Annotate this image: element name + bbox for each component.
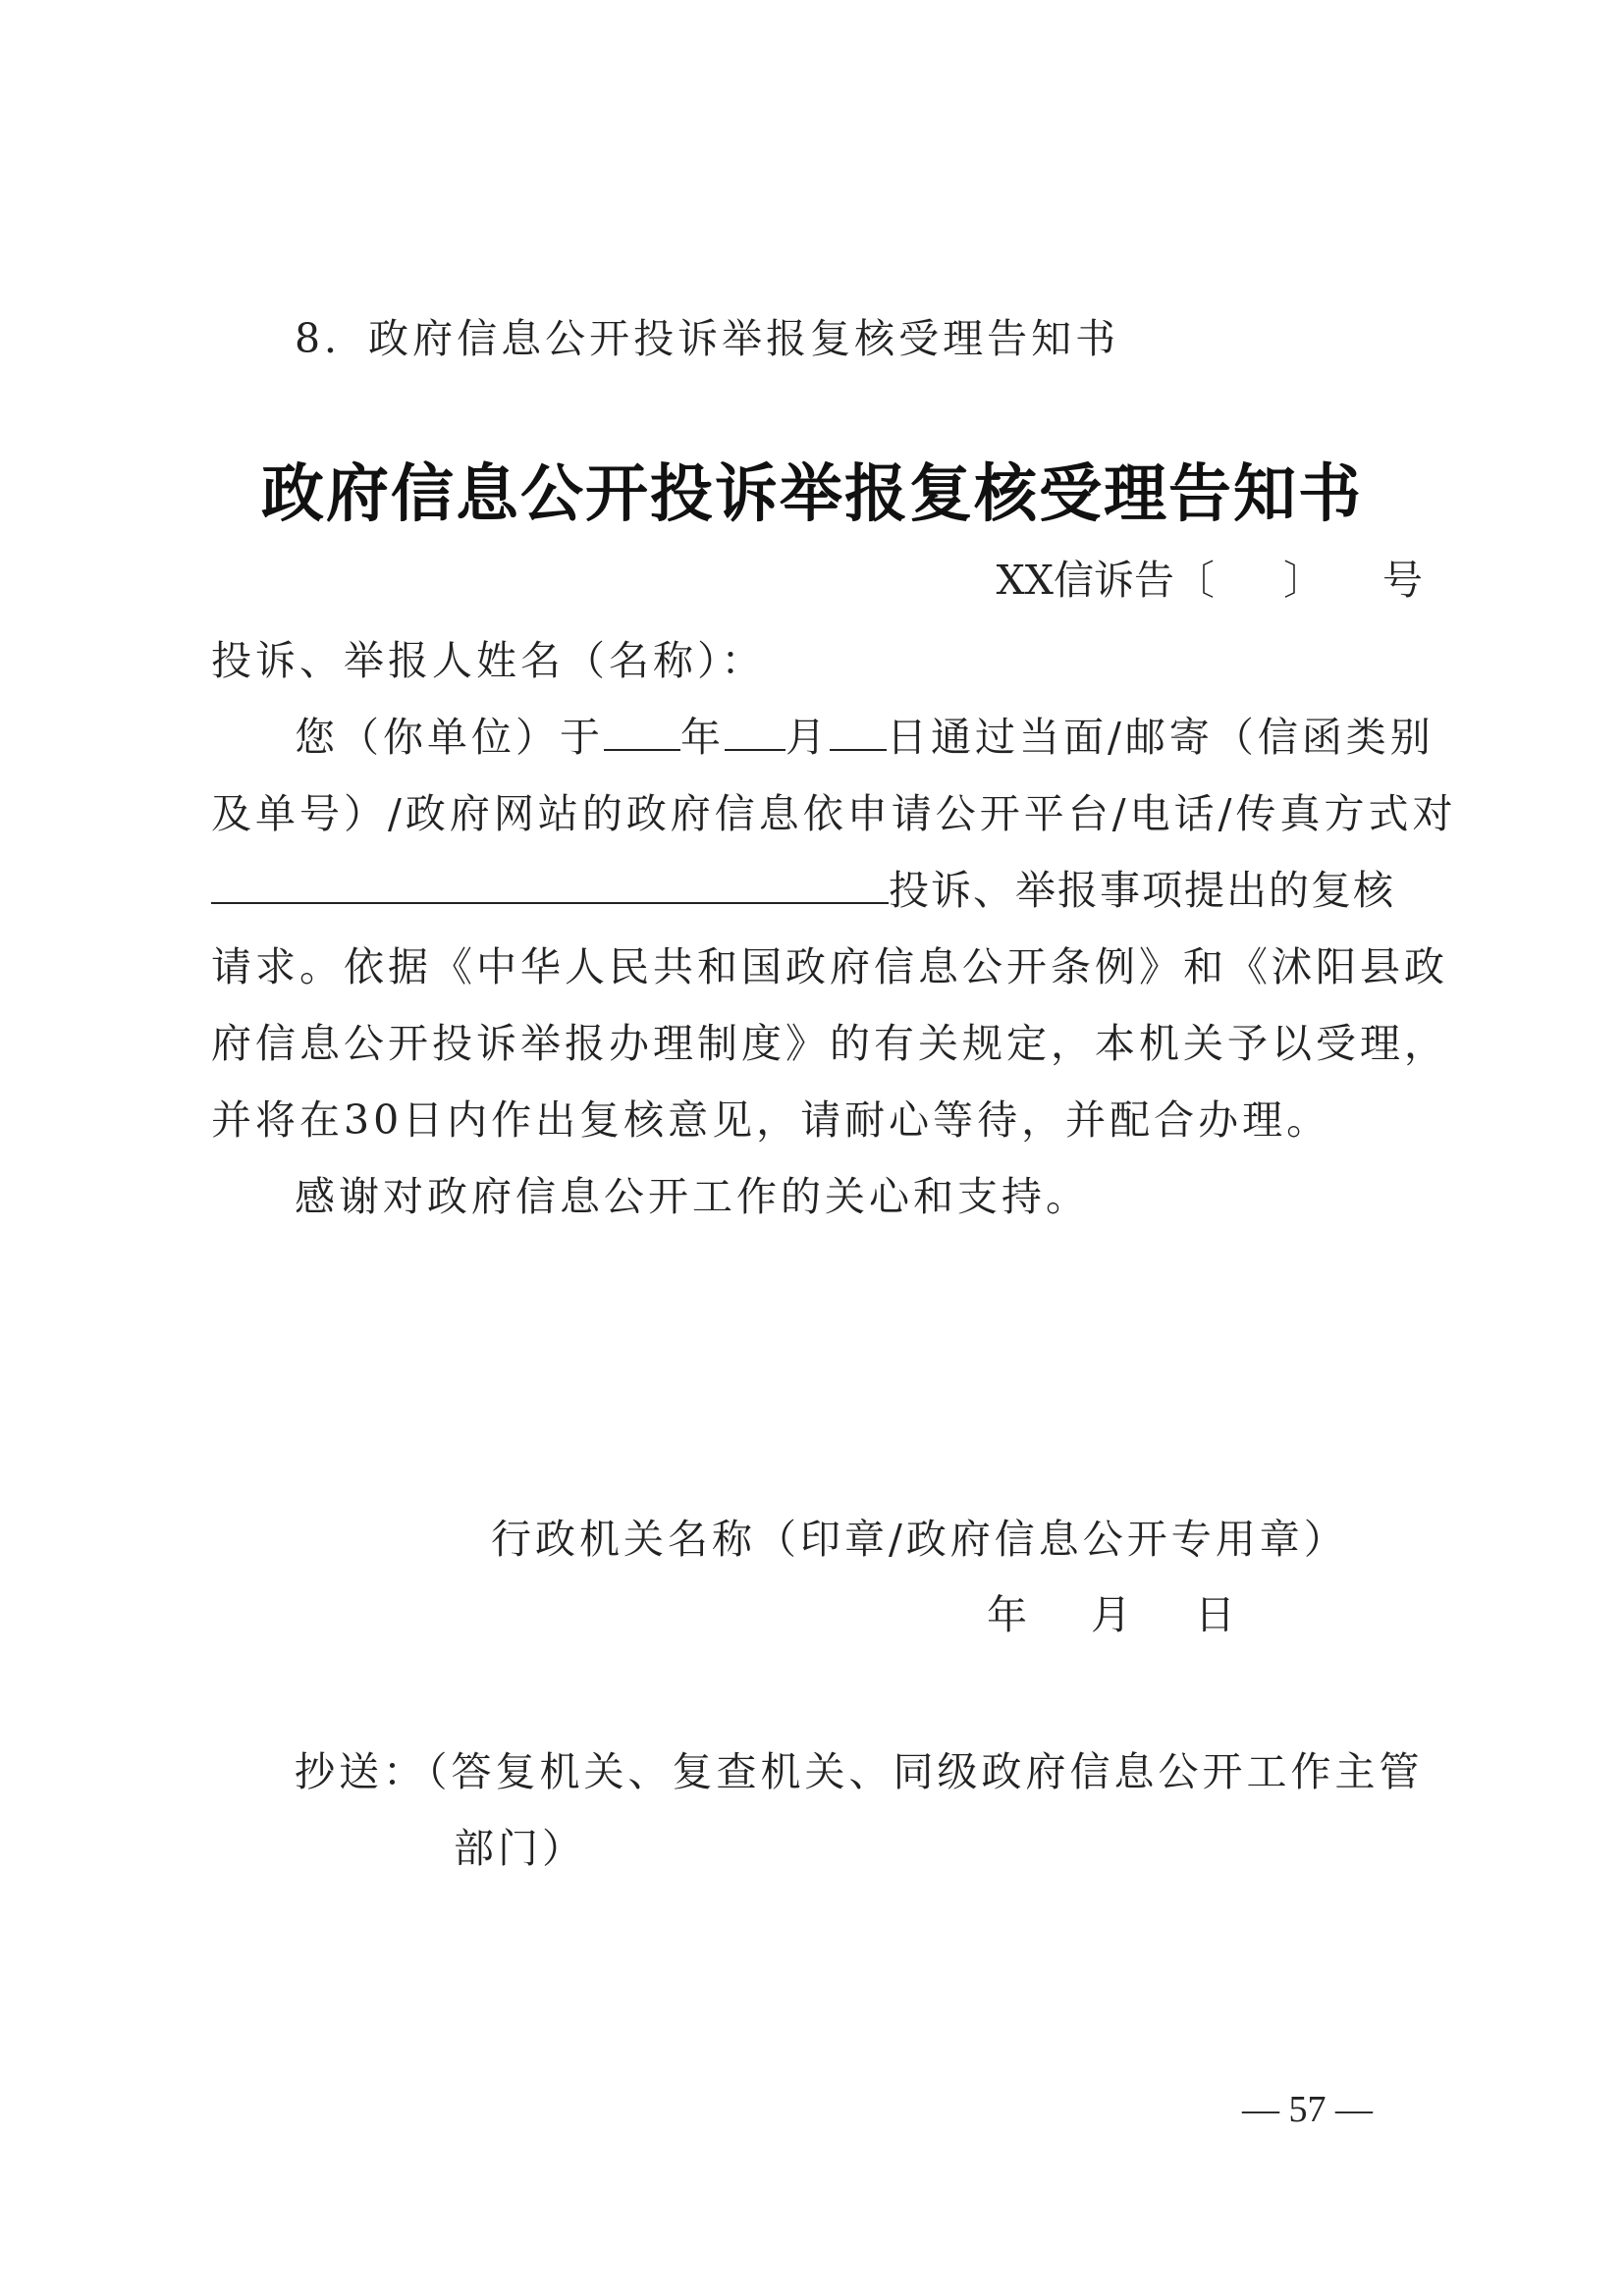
date-year: 年 xyxy=(987,1591,1027,1638)
signature-agency: 行政机关名称（印章/政府信息公开专用章） xyxy=(491,1516,1348,1563)
p1-text-b: 年 xyxy=(680,714,725,761)
signature-date xyxy=(987,1582,1235,1640)
paragraph-1-line-1 xyxy=(295,705,1435,763)
cc-line-2: 部门） xyxy=(454,1825,586,1872)
day-blank xyxy=(830,714,887,751)
paragraph-1-line-5: 府信息公开投诉举报办理制度》的有关规定，本机关予以受理， xyxy=(211,1020,1448,1067)
date-month: 月 xyxy=(1091,1591,1131,1638)
doc-number-prefix: XX信诉告〔 xyxy=(996,557,1215,604)
date-day: 日 xyxy=(1195,1591,1235,1638)
paragraph-1-line-2: 及单号）/政府网站的政府信息依申请公开平台/电话/传真方式对 xyxy=(211,790,1457,837)
p1-text-c: 月 xyxy=(785,714,830,761)
paragraph-1-line-4: 请求。依据《中华人民共和国政府信息公开条例》和《沭阳县政 xyxy=(211,943,1448,990)
salutation: 投诉、举报人姓名（名称）： xyxy=(211,637,766,684)
p1-text-a: 您（你单位）于 xyxy=(295,714,604,761)
p1-text-d: 日通过当面/邮寄（信函类别 xyxy=(887,714,1435,761)
year-blank xyxy=(604,714,680,751)
paragraph-1-line-3 xyxy=(211,858,1395,916)
paragraph-1-line-6: 并将在30日内作出复核意见，请耐心等待，并配合办理。 xyxy=(211,1096,1331,1144)
cc-line-1: 抄送：（答复机关、复查机关、同级政府信息公开工作主管 xyxy=(295,1748,1424,1795)
p1-line3-tail: 投诉、举报事项提出的复核 xyxy=(889,867,1395,914)
document-title: 政府信息公开投诉举报复核受理告知书 xyxy=(261,458,1363,531)
document-number xyxy=(997,548,1423,606)
doc-number-suffix: 号 xyxy=(1382,557,1423,604)
doc-number-middle: 〕 xyxy=(1283,557,1324,604)
page-number: — 57 — xyxy=(1242,2089,1373,2130)
matter-blank xyxy=(211,867,889,904)
paragraph-2: 感谢对政府信息公开工作的关心和支持。 xyxy=(295,1173,1090,1220)
section-heading: 8．政府信息公开投诉举报复核受理告知书 xyxy=(295,315,1120,362)
month-blank xyxy=(725,714,785,751)
